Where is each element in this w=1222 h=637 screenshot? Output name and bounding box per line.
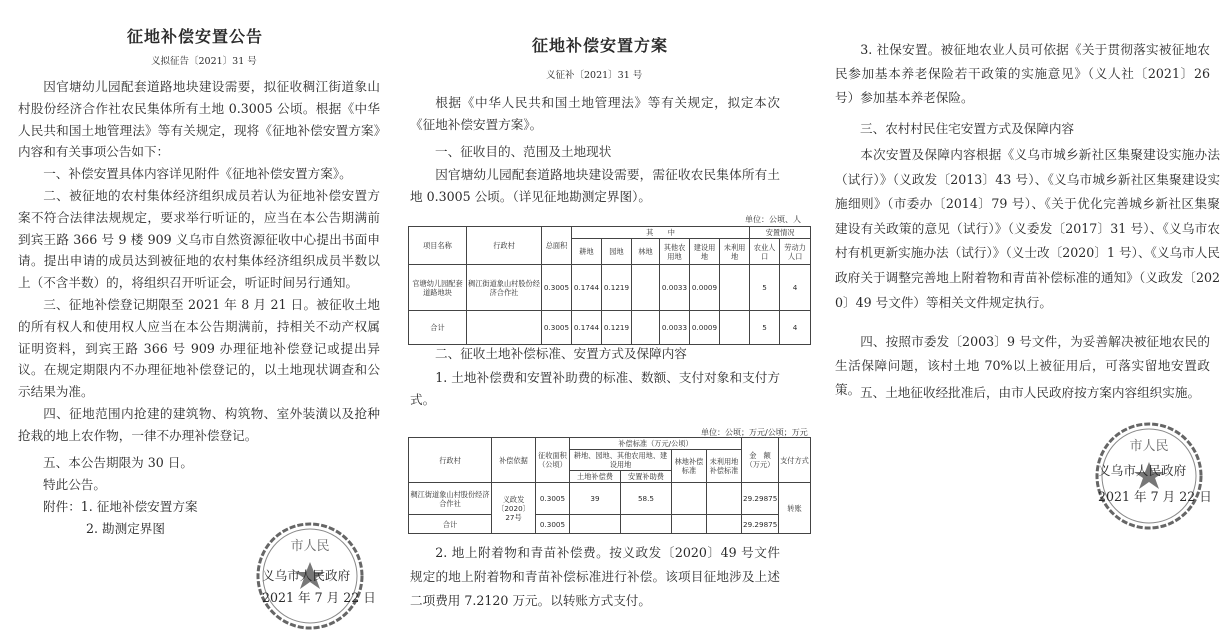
notice-page [0, 0, 405, 637]
table-cell: 39 [570, 483, 621, 515]
plan-page [405, 0, 815, 637]
table-cell: 0.3005 [542, 265, 572, 311]
plan-section-5: 五、土地征收经批准后，由市人民政府按方案内容组织实施。 [860, 385, 1201, 400]
table-cell: 0.1219 [602, 311, 632, 345]
plan-item-3: 3. 社保安置。被征地农业人员可依据《关于贯彻落实被征地农民参加基本养老保险若干政策的实施意见》（义人社〔2021〕26 号）参加基本养老保险。 [835, 42, 1210, 105]
table-cell [632, 265, 660, 311]
th-basis: 补偿依据 [492, 438, 536, 483]
notice-title: 征地补偿安置公告 [127, 27, 264, 46]
th-settle-comp: 安置补助费 [621, 471, 672, 483]
table-row [409, 311, 811, 345]
table-cell: 0.0033 [660, 311, 690, 345]
notice-attachment-1: 附件：1. 征地补偿安置方案 [43, 499, 198, 514]
table-cell [720, 311, 750, 345]
notice-item-1: 一、补偿安置具体内容详见附件《征地补偿安置方案》。 [43, 166, 352, 181]
notice-doc-number: 义拟征告〔2021〕31 号 [151, 56, 257, 67]
th-col: 耕地 [572, 239, 602, 265]
plan-section-1-text: 因官塘幼儿园配套道路地块建设需要，需征收农民集体所有土地 0.3005 公顷。（详见征地勘测定界图）。 [410, 167, 780, 204]
table-cell [632, 311, 660, 345]
table-cell [672, 483, 707, 515]
th-col: 农业人口 [750, 239, 780, 265]
th-project: 项目名称 [409, 227, 467, 265]
th-settlement: 安置情况 [750, 227, 811, 239]
seal-arc-text: 市人民 [1129, 439, 1169, 454]
table-cell: 0.0009 [690, 265, 720, 311]
notice-signature-org: 义乌市人民政府 [262, 568, 351, 583]
table-cell: 0.0009 [690, 311, 720, 345]
th-col: 林地 [632, 239, 660, 265]
notice-item-2: 二、被征地的农村集体经济组织成员若认为征地补偿安置方案不符合法律法规规定，要求举行听证的，应当在本公告期满前到宾王路 366 号 9 楼 909 义乌市自然资源征收中心提出书面申请。提出申请的成员达到被征地的农村集体经济组织成员半数以上（不含半数）的，将组织召开听证会，听证时间另行通知。 [18, 188, 380, 291]
plan-doc-number: 义征补〔2021〕31 号 [546, 70, 643, 81]
table1-unit: 单位：公顷、人 [745, 215, 801, 224]
table-cell: 29.29875 [742, 483, 779, 515]
notice-signature-date: 2021 年 7 月 22 日 [262, 590, 376, 605]
th-payment: 支付方式 [779, 438, 811, 483]
plan-signature-org: 义乌市人民政府 [1098, 463, 1187, 478]
table-cell: 合计 [409, 515, 492, 534]
table-cell: 29.29875 [742, 515, 779, 534]
table-cell: 0.1744 [572, 311, 602, 345]
plan-section-2-item-1: 1. 土地补偿费和安置补助费的标准、数额、支付对象和支付方式。 [410, 370, 780, 407]
notice-intro: 因官塘幼儿园配套道路地块建设需要，拟征收稠江街道象山村股份经济合作社农民集体所有土地 0.3005 公顷。根据《中华人民共和国土地管理法》等有关规定，现将《征地补偿安置方案》内容和有关事项公告如下： [18, 79, 380, 160]
th-col: 园地 [602, 239, 632, 265]
th-breakdown: 其 中 [572, 227, 750, 239]
plan-intro: 根据《中华人民共和国土地管理法》等有关规定，拟定本次《征地补偿安置方案》。 [410, 95, 780, 132]
table-cell: 0.0033 [660, 265, 690, 311]
table-cell [672, 515, 707, 534]
th-village: 行政村 [467, 227, 542, 265]
table-cell: 4 [780, 311, 811, 345]
table-cell: 官塘幼儿园配套道路地块 [409, 265, 467, 311]
table-cell: 5 [750, 311, 780, 345]
table-cell: 0.1744 [572, 265, 602, 311]
table-cell: 0.1219 [602, 265, 632, 311]
table-cell: 5 [750, 265, 780, 311]
th-col: 其他农用地 [660, 239, 690, 265]
th-land-comp: 土地补偿费 [570, 471, 621, 483]
plan-section-2: 二、征收土地补偿标准、安置方式及保障内容 [435, 346, 687, 361]
th-area: 征收面积（公顷） [536, 438, 570, 483]
table-cell [467, 311, 542, 345]
table-cell: 0.3005 [536, 483, 570, 515]
seal-arc-text: 市人民 [290, 539, 330, 554]
table-cell [621, 515, 672, 534]
table-cell [720, 265, 750, 311]
th-total: 总面积 [542, 227, 572, 265]
th-col: 建设用地 [690, 239, 720, 265]
plan-section-2-item-2: 2. 地上附着物和青苗补偿费。按义政发〔2020〕49 号文件规定的地上附着物和青苗补偿标准进行补偿。该项目征地涉及上述二项费用 7.2120 万元。以转账方式支付。 [410, 545, 780, 608]
plan-section-3-text: 本次安置及保障内容根据《义乌市城乡新社区集聚建设实施办法（试行）》（义政发〔2013〕43 号）、《义乌市城乡新社区集聚建设实施细则》（市委办〔2014〕79 号）、《关于优化完善城乡新社区集聚建设有关政策的意见（试行）》（义委发〔2017〕31 号）、《义乌市农村有机更新实施办法（试行）》（义士改〔2020〕1 号）、《义乌市人民政府关于调整完善地上附着物和青苗补偿标准的通知》（义政发〔2020〕49 号文件）等相关文件规定执行。 [835, 147, 1220, 310]
th-amount: 金 额（万元） [742, 438, 779, 483]
notice-attachment-2: 2. 勘测定界图 [86, 521, 165, 536]
th-col: 劳动力人口 [780, 239, 811, 265]
th-standard: 补偿标准（万元/公顷） [570, 438, 742, 450]
table-cell: 58.5 [621, 483, 672, 515]
notice-closing: 特此公告。 [43, 477, 106, 492]
table-cell: 4 [780, 265, 811, 311]
land-summary-table [408, 226, 811, 345]
table-cell: 转账 [779, 483, 811, 534]
plan-title: 征地补偿安置方案 [532, 36, 669, 55]
th-village: 行政村 [409, 438, 492, 483]
notice-item-5: 五、本公告期限为 30 日。 [43, 455, 193, 470]
th-subgroup: 耕地、园地、其他农用地、建设用地 [570, 450, 672, 471]
table-cell: 稠江街道象山村股份经济合作社 [409, 483, 492, 515]
plan-section-4: 四、按照市委发〔2003〕9 号文件，为妥善解决被征地农民的生活保障问题，该村土地 70%以上被征用后，可落实留地安置政策。 [835, 334, 1210, 397]
notice-item-3: 三、征地补偿登记期限至 2021 年 8 月 21 日。被征收土地的所有权人和使用权人应当在本公告期满前，持相关不动产权属证明资料，到宾王路 366 号 909 办理征地补偿登记或提出异议。在规定期限内不办理征地补偿登记的，以土地现状调查和公示结果为准。 [18, 297, 380, 400]
table-row [409, 483, 811, 515]
th-unused: 未利用地补偿标准 [707, 450, 742, 483]
plan-section-1: 一、征收目的、范围及土地现状 [435, 144, 612, 159]
table-cell: 稠江街道象山村股份经济合作社 [467, 265, 542, 311]
table-cell [707, 515, 742, 534]
plan-section-3: 三、农村村民住宅安置方式及保障内容 [860, 121, 1075, 136]
compensation-table [408, 437, 811, 534]
table-cell: 义政发〔2020〕27号 [492, 483, 536, 534]
plan-page-continued [815, 0, 1222, 637]
table-cell [707, 483, 742, 515]
table-row [409, 515, 811, 534]
table-row [409, 265, 811, 311]
table-cell: 合计 [409, 311, 467, 345]
plan-signature-date: 2021 年 7 月 22 日 [1098, 489, 1212, 504]
table2-unit: 单位：公顷；万元/公顷；万元 [701, 428, 808, 437]
table-cell [570, 515, 621, 534]
table-cell: 0.3005 [542, 311, 572, 345]
notice-item-4: 四、征地范围内抢建的建筑物、构筑物、室外装潢以及抢种抢栽的地上农作物，一律不办理补偿登记。 [18, 406, 380, 443]
th-forest: 林地补偿标准 [672, 450, 707, 483]
table-cell: 0.3005 [536, 515, 570, 534]
th-col: 未利用地 [720, 239, 750, 265]
